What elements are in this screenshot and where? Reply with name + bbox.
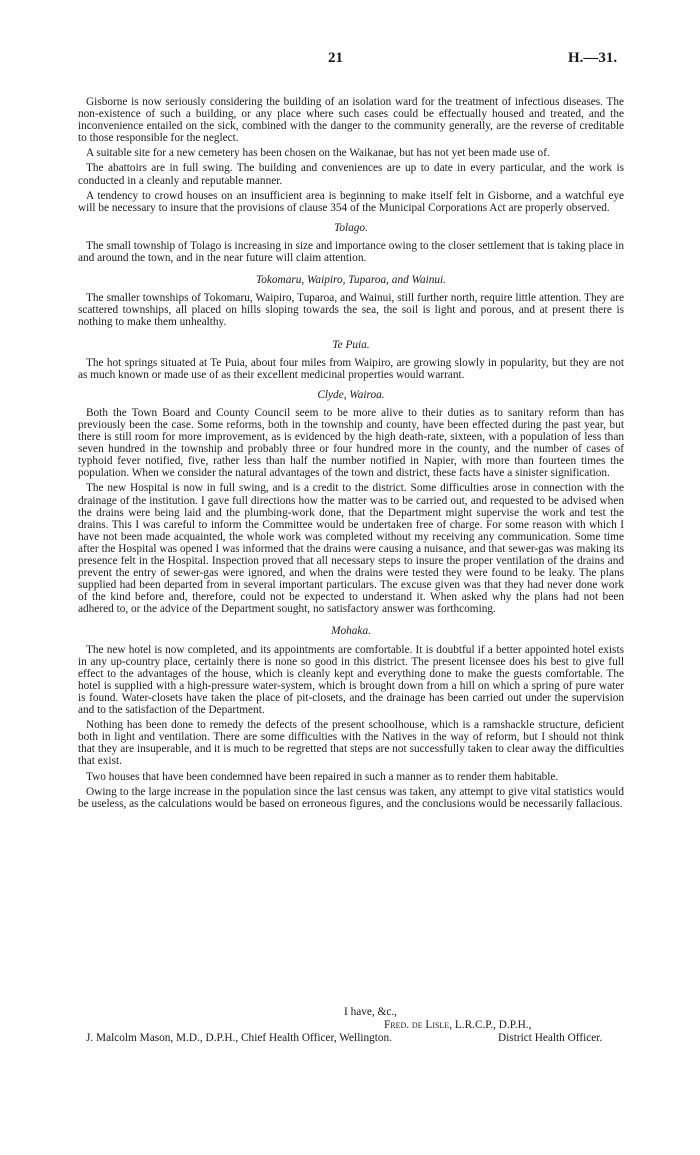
paragraph: Gisborne is now seriously considering the building of an isolation ward for the treatment of infectious diseases. The non-existence of such a building, or any place where such cases could be effectually housed and treated, and the inconvenience entailed on the sick, combined with the danger to the community generally, are the reverse of creditable to those responsible for the neglect. bbox=[78, 96, 624, 145]
paragraph: Nothing has been done to remedy the defects of the present schoolhouse, which is a ramshackle structure, deficient both in light and ventilation. There are some difficulties with the Natives in the way of reform, but I should not think that they are insuperable, and it is much to be regretted that steps are not successfully taken to clear away the difficulties that exist. bbox=[78, 719, 624, 768]
section-heading: Clyde, Wairoa. bbox=[317, 388, 385, 401]
salutation: I have, &c., bbox=[344, 1006, 398, 1018]
paragraph: The abattoirs are in full swing. The building and conveniences are up to date in every particular, and the work is conducted in a cleanly and reputable manner. bbox=[78, 162, 624, 187]
signatory-title: District Health Officer. bbox=[498, 1032, 603, 1044]
addressee: J. Malcolm Mason, M.D., D.P.H., Chief Health Officer, Wellington. bbox=[86, 1032, 393, 1044]
section-heading: Tokomaru, Waipiro, Tuparoa, and Wainui. bbox=[256, 274, 446, 287]
paragraph: Both the Town Board and County Council seem to be more alive to their duties as to sanitary reform than has previously been the case. Some reforms, both in the township and county, have been effected during the past year, but there is still room for more improvement, as is evidenced by the high death-rate, sixteen, with a population of less than seven hundred in the township and probably three or four hundred more in the county, and the number of cases of typhoid fever notified, five, rather less than half the number notified in Napier, with more than fourteen times the population. When we consider the natural advantages of the town and district, these facts have a sinister signification. bbox=[78, 406, 624, 480]
paragraph: A suitable site for a new cemetery has been chosen on the Waikanae, but has not yet been made use of. bbox=[86, 147, 550, 160]
document-reference: H.—31. bbox=[568, 50, 618, 66]
signatory: Fred. de Lisle, L.R.C.P., D.P.H., bbox=[384, 1019, 532, 1031]
paragraph: A tendency to crowd houses on an insufficient area is beginning to make itself felt in Gisborne, and a watchful eye will be necessary to insure that the provisions of clause 354 of the Municipal Corporations Act are properly observed. bbox=[78, 189, 624, 214]
page-number: 21 bbox=[328, 50, 343, 66]
section-heading: Mohaka. bbox=[331, 625, 371, 638]
paragraph: Owing to the large increase in the population since the last census was taken, any attempt to give vital statistics would be useless, as the calculations would be based on erroneous figures, and the conclusions would be necessarily fallacious. bbox=[78, 785, 624, 810]
paragraph: The small township of Tolago is increasing in size and importance owing to the closer settlement that is taking place in and around the town, and in the near future will claim attention. bbox=[78, 239, 624, 265]
paragraph: The hot springs situated at Te Puia, about four miles from Waipiro, are growing slowly in popularity, but they are not as much known or made use of as their excellent medicinal properties would warrant. bbox=[78, 356, 624, 381]
paragraph: The new hotel is now completed, and its appointments are comfortable. It is doubtful if a better appointed hotel exists in any up-country place, certainly there is none so good in this district. The present licensee does his best to give full effect to the advantages of the house, which is cleanly kept and everything done to make the guests comfortable. The hotel is supplied with a high-pressure water-system, which is brought down from a hill on which a spring of pure water is found. Water-closets have taken the place of pit-closets, and the drainage has been carried out under the supervision and to the satisfaction of the Department. bbox=[78, 643, 624, 717]
paragraph: Two houses that have been condemned have been repaired in such a manner as to render them habitable. bbox=[86, 770, 559, 783]
paragraph: The smaller townships of Tokomaru, Waipiro, Tuparoa, and Wainui, still further north, require little attention. They are scattered townships, all placed on hills sloping towards the sea, the soil is light and porous, and at present there is nothing to make them unhealthy. bbox=[78, 292, 624, 329]
paragraph: The new Hospital is now in full swing, and is a credit to the district. Some difficulties arose in connection with the drainage of the institution. I gave full directions how the matter was to be carried out, and requested to be advised when the drains were being laid and the plumbing-work done, that the Department might supervise the work and test the drains. This I was careful to inform the Committee would be undertaken free of charge. For some reason with which I have not been made acquainted, the whole work was completed without my receiving any communication. Some time after the Hospital was opened I was informed that the drains were causing a nuisance, and that sewer-gas was making its presence felt in the Hospital. Inspection proved that all necessary steps to insure the proper ventilation of the drains and prevent the entry of sewer-gas were ignored, and when the drains were tested they were found to be leaky. The plans supplied had been departed from in several important particulars. The excuse given was that they had never done work of the kind before and, therefore, could not be expected to understand it. When asked why the plans had not been adhered to, or the advice of the Department sought, no satisfactory answer was forthcoming. bbox=[78, 482, 624, 616]
section-heading: Tolago. bbox=[334, 221, 368, 234]
document-body bbox=[78, 96, 624, 813]
section-heading: Te Puia. bbox=[332, 338, 370, 351]
